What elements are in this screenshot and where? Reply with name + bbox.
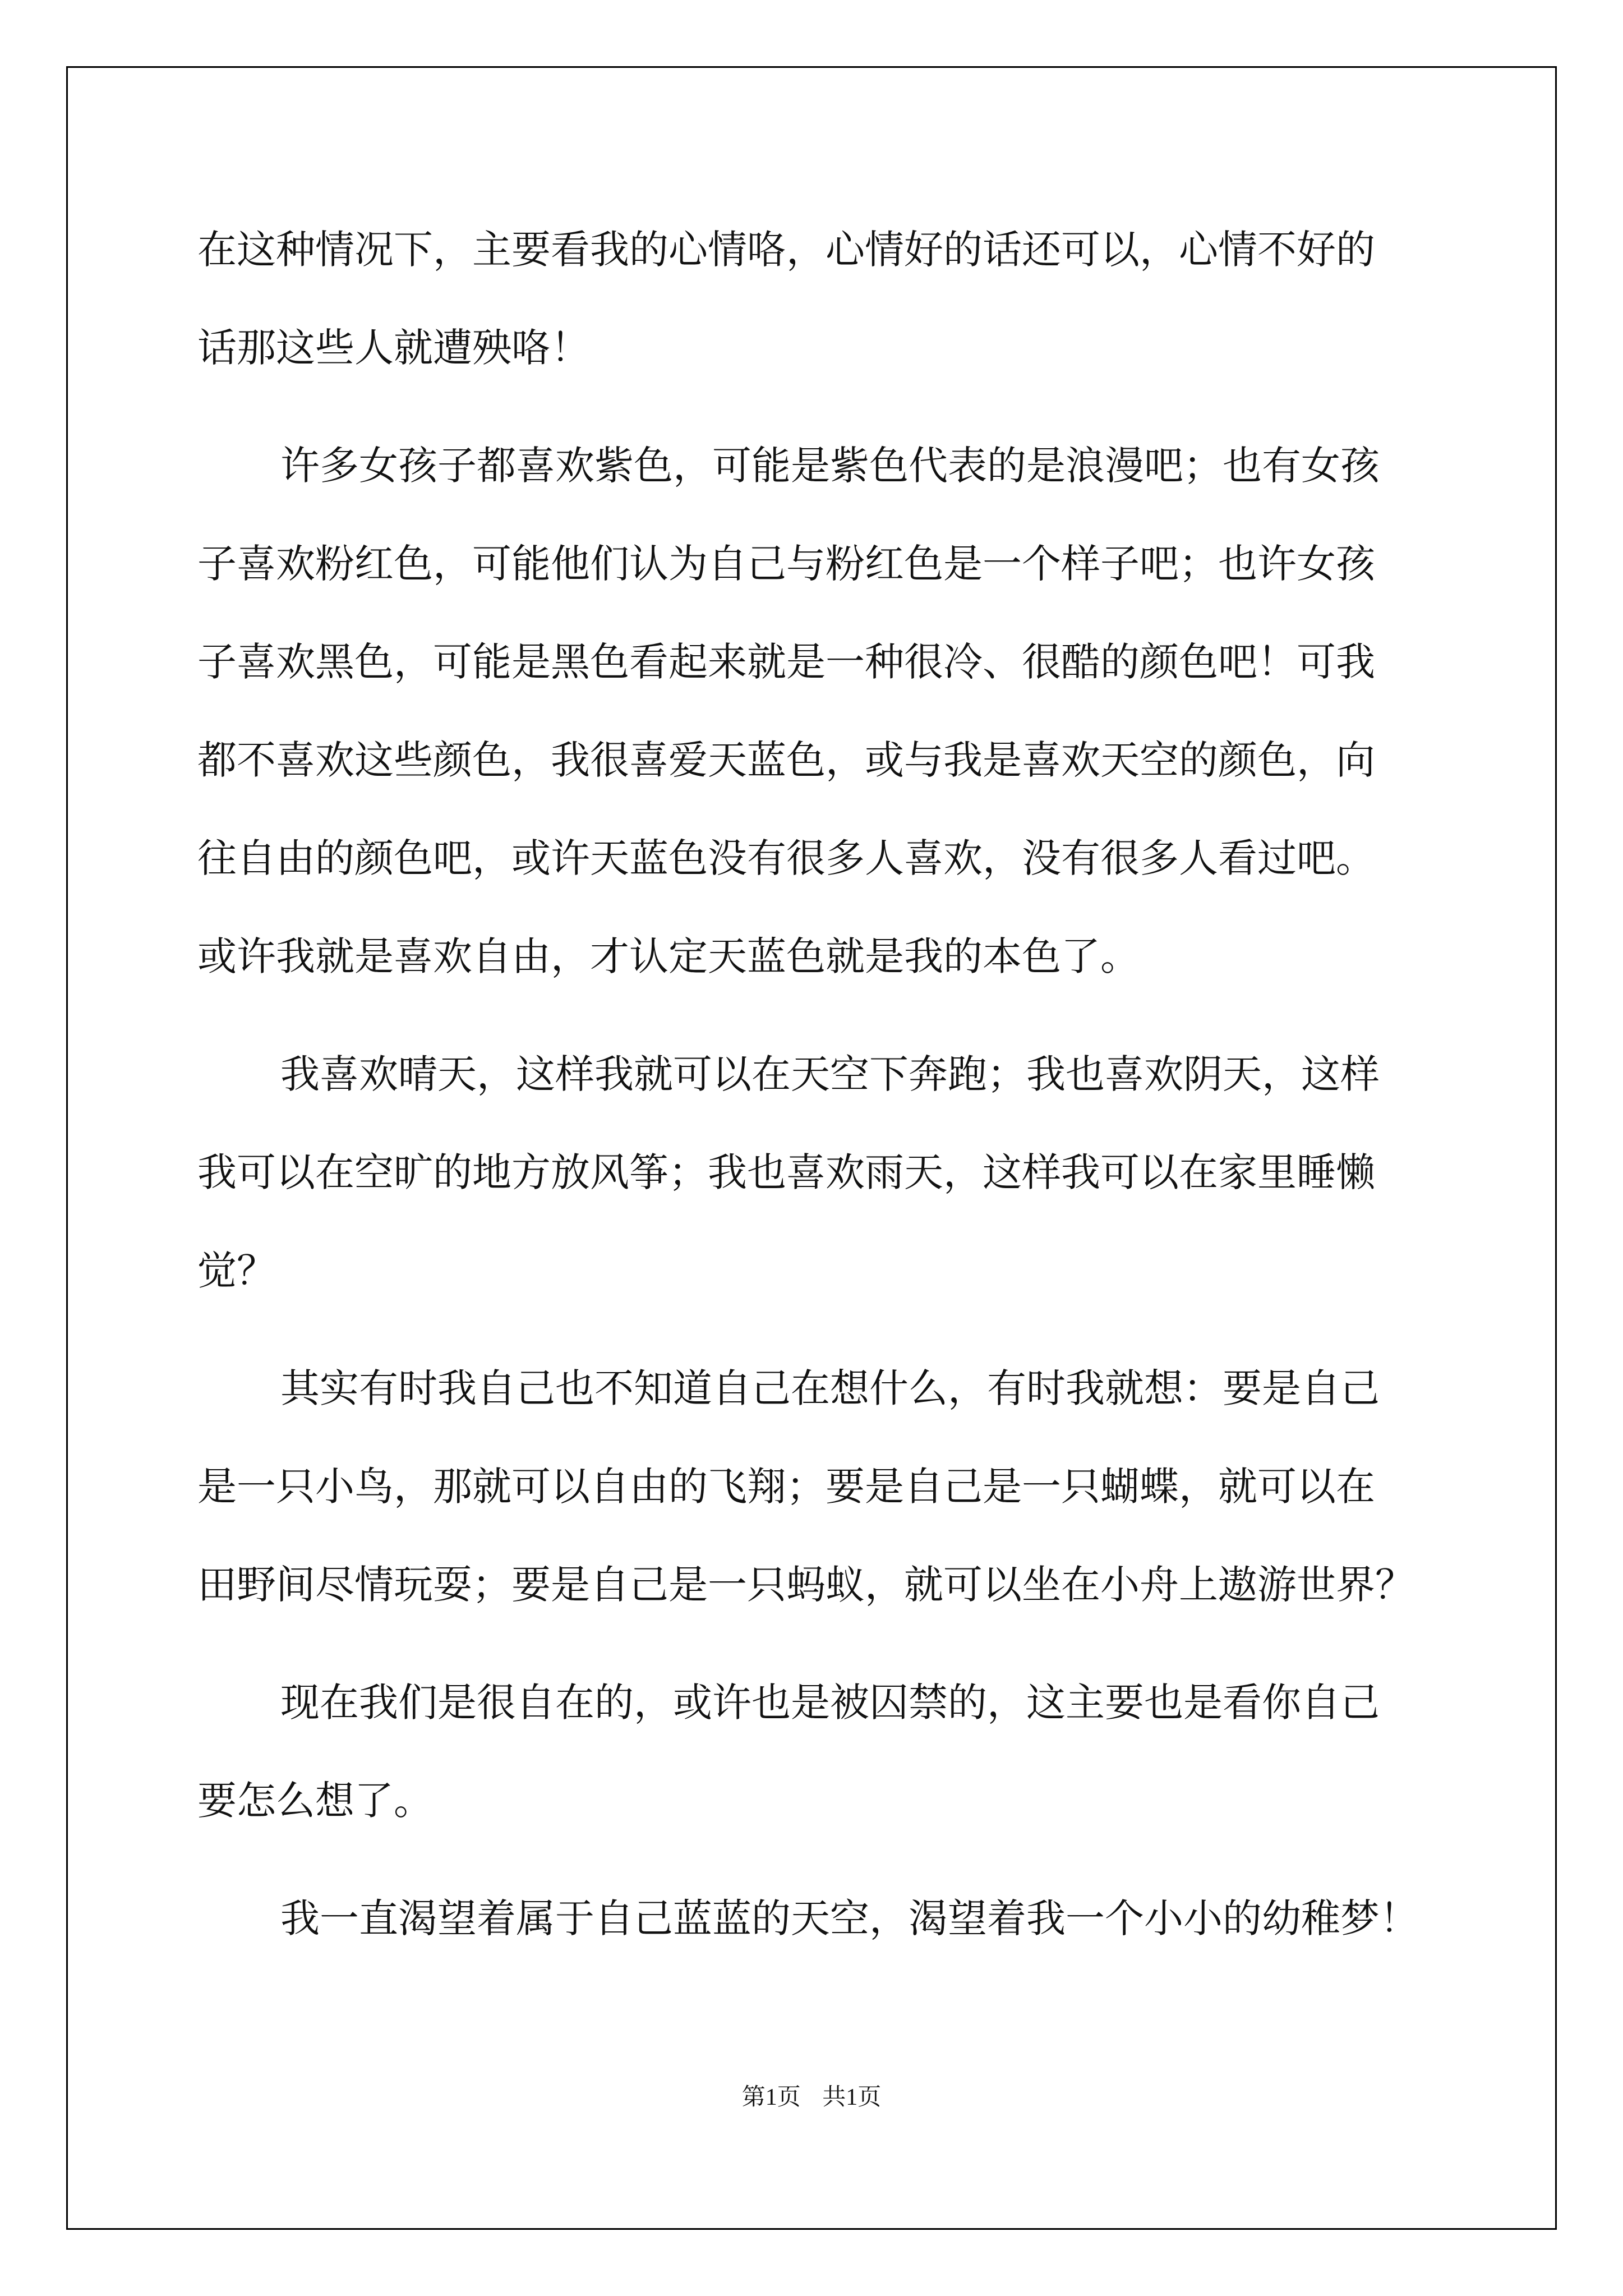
- paragraph-3-line-2: 我可以在空旷的地方放风筝；我也喜欢雨天，这样我可以在家里睡懒: [197, 1149, 1375, 1195]
- paragraph-4-line-3: 田野间尽情玩耍；要是自己是一只蚂蚁，就可以坐在小舟上遨游世界？: [197, 1562, 1414, 1608]
- paragraph-2-line-4: 都不喜欢这些颜色，我很喜爱天蓝色，或与我是喜欢天空的颜色，向: [197, 737, 1375, 783]
- paragraph-4-line-1: 其实有时我自己也不知道自己在想什么，有时我就想：要是自己: [280, 1365, 1380, 1411]
- paragraph-2-line-6: 或许我就是喜欢自由，才认定天蓝色就是我的本色了。: [197, 933, 1140, 979]
- paragraph-3-line-1: 我喜欢晴天，这样我就可以在天空下奔跑；我也喜欢阴天，这样: [280, 1051, 1380, 1097]
- page-footer: [0, 2078, 1623, 2112]
- page-number: 第1页: [741, 2085, 801, 2110]
- paragraph-5-line-2: 要怎么想了。: [197, 1778, 433, 1824]
- paragraph-2-line-5: 往自由的颜色吧，或许天蓝色没有很多人喜欢，没有很多人看过吧。: [197, 835, 1375, 881]
- paragraph-2-line-3: 子喜欢黑色，可能是黑色看起来就是一种很冷、很酷的颜色吧！可我: [197, 639, 1375, 685]
- paragraph-2-line-1: 许多女孩子都喜欢紫色，可能是紫色代表的是浪漫吧；也有女孩: [280, 443, 1380, 489]
- paragraph-4-line-2: 是一只小鸟，那就可以自由的飞翔；要是自己是一只蝴蝶，就可以在: [197, 1464, 1375, 1510]
- paragraph-5-line-1: 现在我们是很自在的，或许也是被囚禁的，这主要也是看你自己: [280, 1680, 1380, 1726]
- paragraph-6-line-1: 我一直渴望着属于自己蓝蓝的天空，渴望着我一个小小的幼稚梦！: [280, 1895, 1419, 1941]
- paragraph-2-line-2: 子喜欢粉红色，可能他们认为自己与粉红色是一个样子吧；也许女孩: [197, 541, 1375, 587]
- paragraph-1-line-2: 话那这些人就遭殃咯！: [197, 325, 590, 371]
- page-total: 共1页: [822, 2085, 882, 2110]
- paragraph-3-line-3: 觉？: [197, 1248, 276, 1294]
- paragraph-1-line-1: 在这种情况下，主要看我的心情咯，心情好的话还可以，心情不好的: [197, 227, 1375, 273]
